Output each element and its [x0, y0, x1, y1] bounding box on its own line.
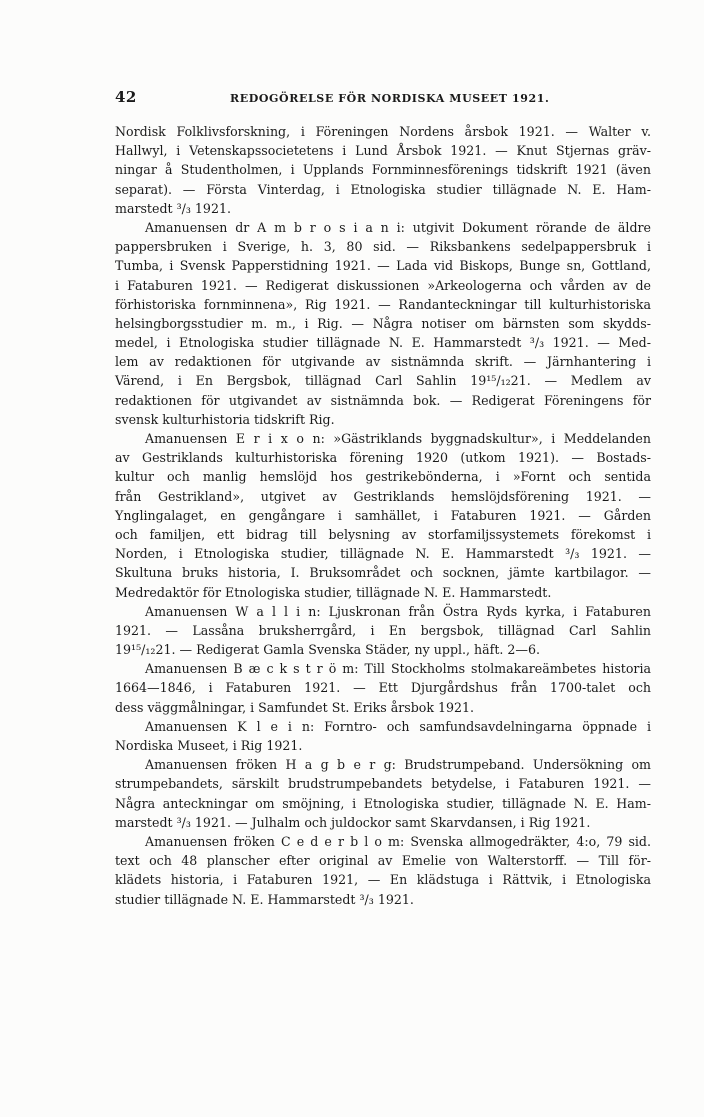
- text-line: Ynglingalaget, en gengångare i samhället, i Fataburen 1921. — Gården: [115, 507, 651, 523]
- text-line: Amanuensen fröken C e d e r b l o m: Svenska allmogedräkter, 4:o, 79 sid.: [145, 833, 651, 849]
- text-line: Norden, i Etnologiska studier, tillägnade N. E. Hammarstedt ³/₃ 1921. —: [115, 546, 651, 562]
- text-line: Några anteckningar om smöjning, i Etnologiska studier, tillägnade N. E. Ham-: [115, 795, 651, 811]
- paragraph: [115, 122, 651, 218]
- text-line: Värend, i En Bergsbok, tillägnad Carl Sahlin 19¹⁵/₁₂21. — Medlem av: [115, 373, 651, 389]
- text-line: förhistoriska fornminnena», Rig 1921. — Randanteckningar till kulturhistoriska: [115, 296, 651, 312]
- body-text: [115, 122, 651, 909]
- page-number: 42: [115, 88, 137, 106]
- text-line: text och 48 planscher efter original av Emelie von Walterstorff. — Till för-: [115, 853, 651, 869]
- running-head: REDOGÖRELSE FÖR NORDISKA MUSEET 1921.: [230, 92, 550, 105]
- text-line: dess väggmålningar, i Samfundet St. Eriks årsbok 1921.: [115, 699, 475, 715]
- text-line: från Gestrikland», utgivet av Gestriklands hemslöjdsförening 1921. —: [115, 488, 651, 504]
- text-line: Amanuensen B æ c k s t r ö m: Till Stockholms stolmakareämbetes historia: [145, 661, 651, 677]
- text-line: 19¹⁵/₁₂21. — Redigerat Gamla Svenska Städer, ny uppl., häft. 2—6.: [115, 642, 541, 658]
- text-line: marstedt ³/₃ 1921.: [115, 200, 231, 216]
- text-line: studier tillägnade N. E. Hammarstedt ³/₃ 1921.: [115, 891, 414, 907]
- text-line: i Fataburen 1921. — Redigerat diskussionen »Arkeologerna och vården av de: [115, 277, 651, 293]
- paragraph: [115, 602, 651, 660]
- text-line: Nordisk Folklivsforskning, i Föreningen Nordens årsbok 1921. — Walter v.: [115, 124, 651, 139]
- paragraph: [115, 717, 651, 755]
- text-line: Medredaktör för Etnologiska studier, tillägnade N. E. Hammarstedt.: [115, 584, 552, 600]
- text-line: ningar å Studentholmen, i Upplands Fornminnesförenings tidskrift 1921 (även: [115, 162, 651, 178]
- text-line: av Gestriklands kulturhistoriska förening 1920 (utkom 1921). — Bostads-: [115, 450, 651, 466]
- paragraph: [115, 659, 651, 717]
- text-line: Amanuensen fröken H a g b e r g: Brudstrumpeband. Undersökning om: [145, 757, 651, 773]
- page-header: [112, 88, 652, 110]
- text-line: Skultuna bruks historia, I. Bruksområdet och socknen, jämte kartbilagor. —: [115, 565, 651, 581]
- text-line: Amanuensen E r i x o n: »Gästriklands byggnadskultur», i Meddelanden: [145, 431, 651, 446]
- text-line: och familjen, ett bidrag till belysning av storfamiljssystemets förekomst i: [115, 526, 651, 542]
- paragraph: [115, 832, 651, 909]
- text-line: redaktionen för utgivandet av sistnämnda bok. — Redigerat Föreningens för: [115, 392, 651, 408]
- paragraph: [115, 218, 651, 429]
- text-line: 1664—1846, i Fataburen 1921. — Ett Djurgårdshus från 1700-talet och: [115, 680, 651, 696]
- text-line: Amanuensen K l e i n: Forntro- och samfundsavdelningarna öppnade i: [145, 718, 651, 734]
- text-line: lem av redaktionen för utgivande av sistnämnda skrift. — Järnhantering i: [115, 354, 651, 370]
- text-line: helsingborgsstudier m. m., i Rig. — Några notiser om bärnsten som skydds-: [115, 315, 651, 331]
- paragraph: [115, 429, 651, 602]
- text-line: Tumba, i Svensk Papperstidning 1921. — Lada vid Biskops, Bunge sn, Gottland,: [115, 258, 651, 274]
- text-line: Nordiska Museet, i Rig 1921.: [115, 738, 303, 753]
- text-line: medel, i Etnologiska studier tillägnade N. E. Hammarstedt ³/₃ 1921. — Med-: [115, 335, 651, 351]
- text-line: pappersbruken i Sverige, h. 3, 80 sid. — Riksbankens sedelpappersbruk i: [115, 239, 651, 255]
- text-line: Amanuensen W a l l i n: Ljuskronan från Östra Ryds kyrka, i Fataburen: [145, 603, 651, 619]
- text-line: Amanuensen dr A m b r o s i a n i: utgivit Dokument rörande de äldre: [145, 219, 651, 235]
- text-line: marstedt ³/₃ 1921. — Julhalm och juldockor samt Skarvdansen, i Rig 1921.: [115, 814, 591, 830]
- text-line: svensk kulturhistoria tidskrift Rig.: [115, 411, 335, 427]
- text-line: kultur och manlig hemslöjd hos gestrikebönderna, i »Fornt och sentida: [115, 469, 651, 485]
- text-line: strumpebandets, särskilt brudstrumpebandets betydelse, i Fataburen 1921. —: [115, 776, 651, 792]
- text-line: separat). — Första Vinterdag, i Etnologiska studier tillägnade N. E. Ham-: [115, 181, 651, 197]
- text-line: 1921. — Lassåna bruksherrgård, i En bergsbok, tillägnad Carl Sahlin: [115, 622, 651, 638]
- paragraph: [115, 755, 651, 832]
- text-line: klädets historia, i Fataburen 1921, — En klädstuga i Rättvik, i Etnologiska: [115, 872, 651, 888]
- text-line: Hallwyl, i Vetenskapssocietetens i Lund Årsbok 1921. — Knut Stjernas gräv-: [115, 143, 651, 159]
